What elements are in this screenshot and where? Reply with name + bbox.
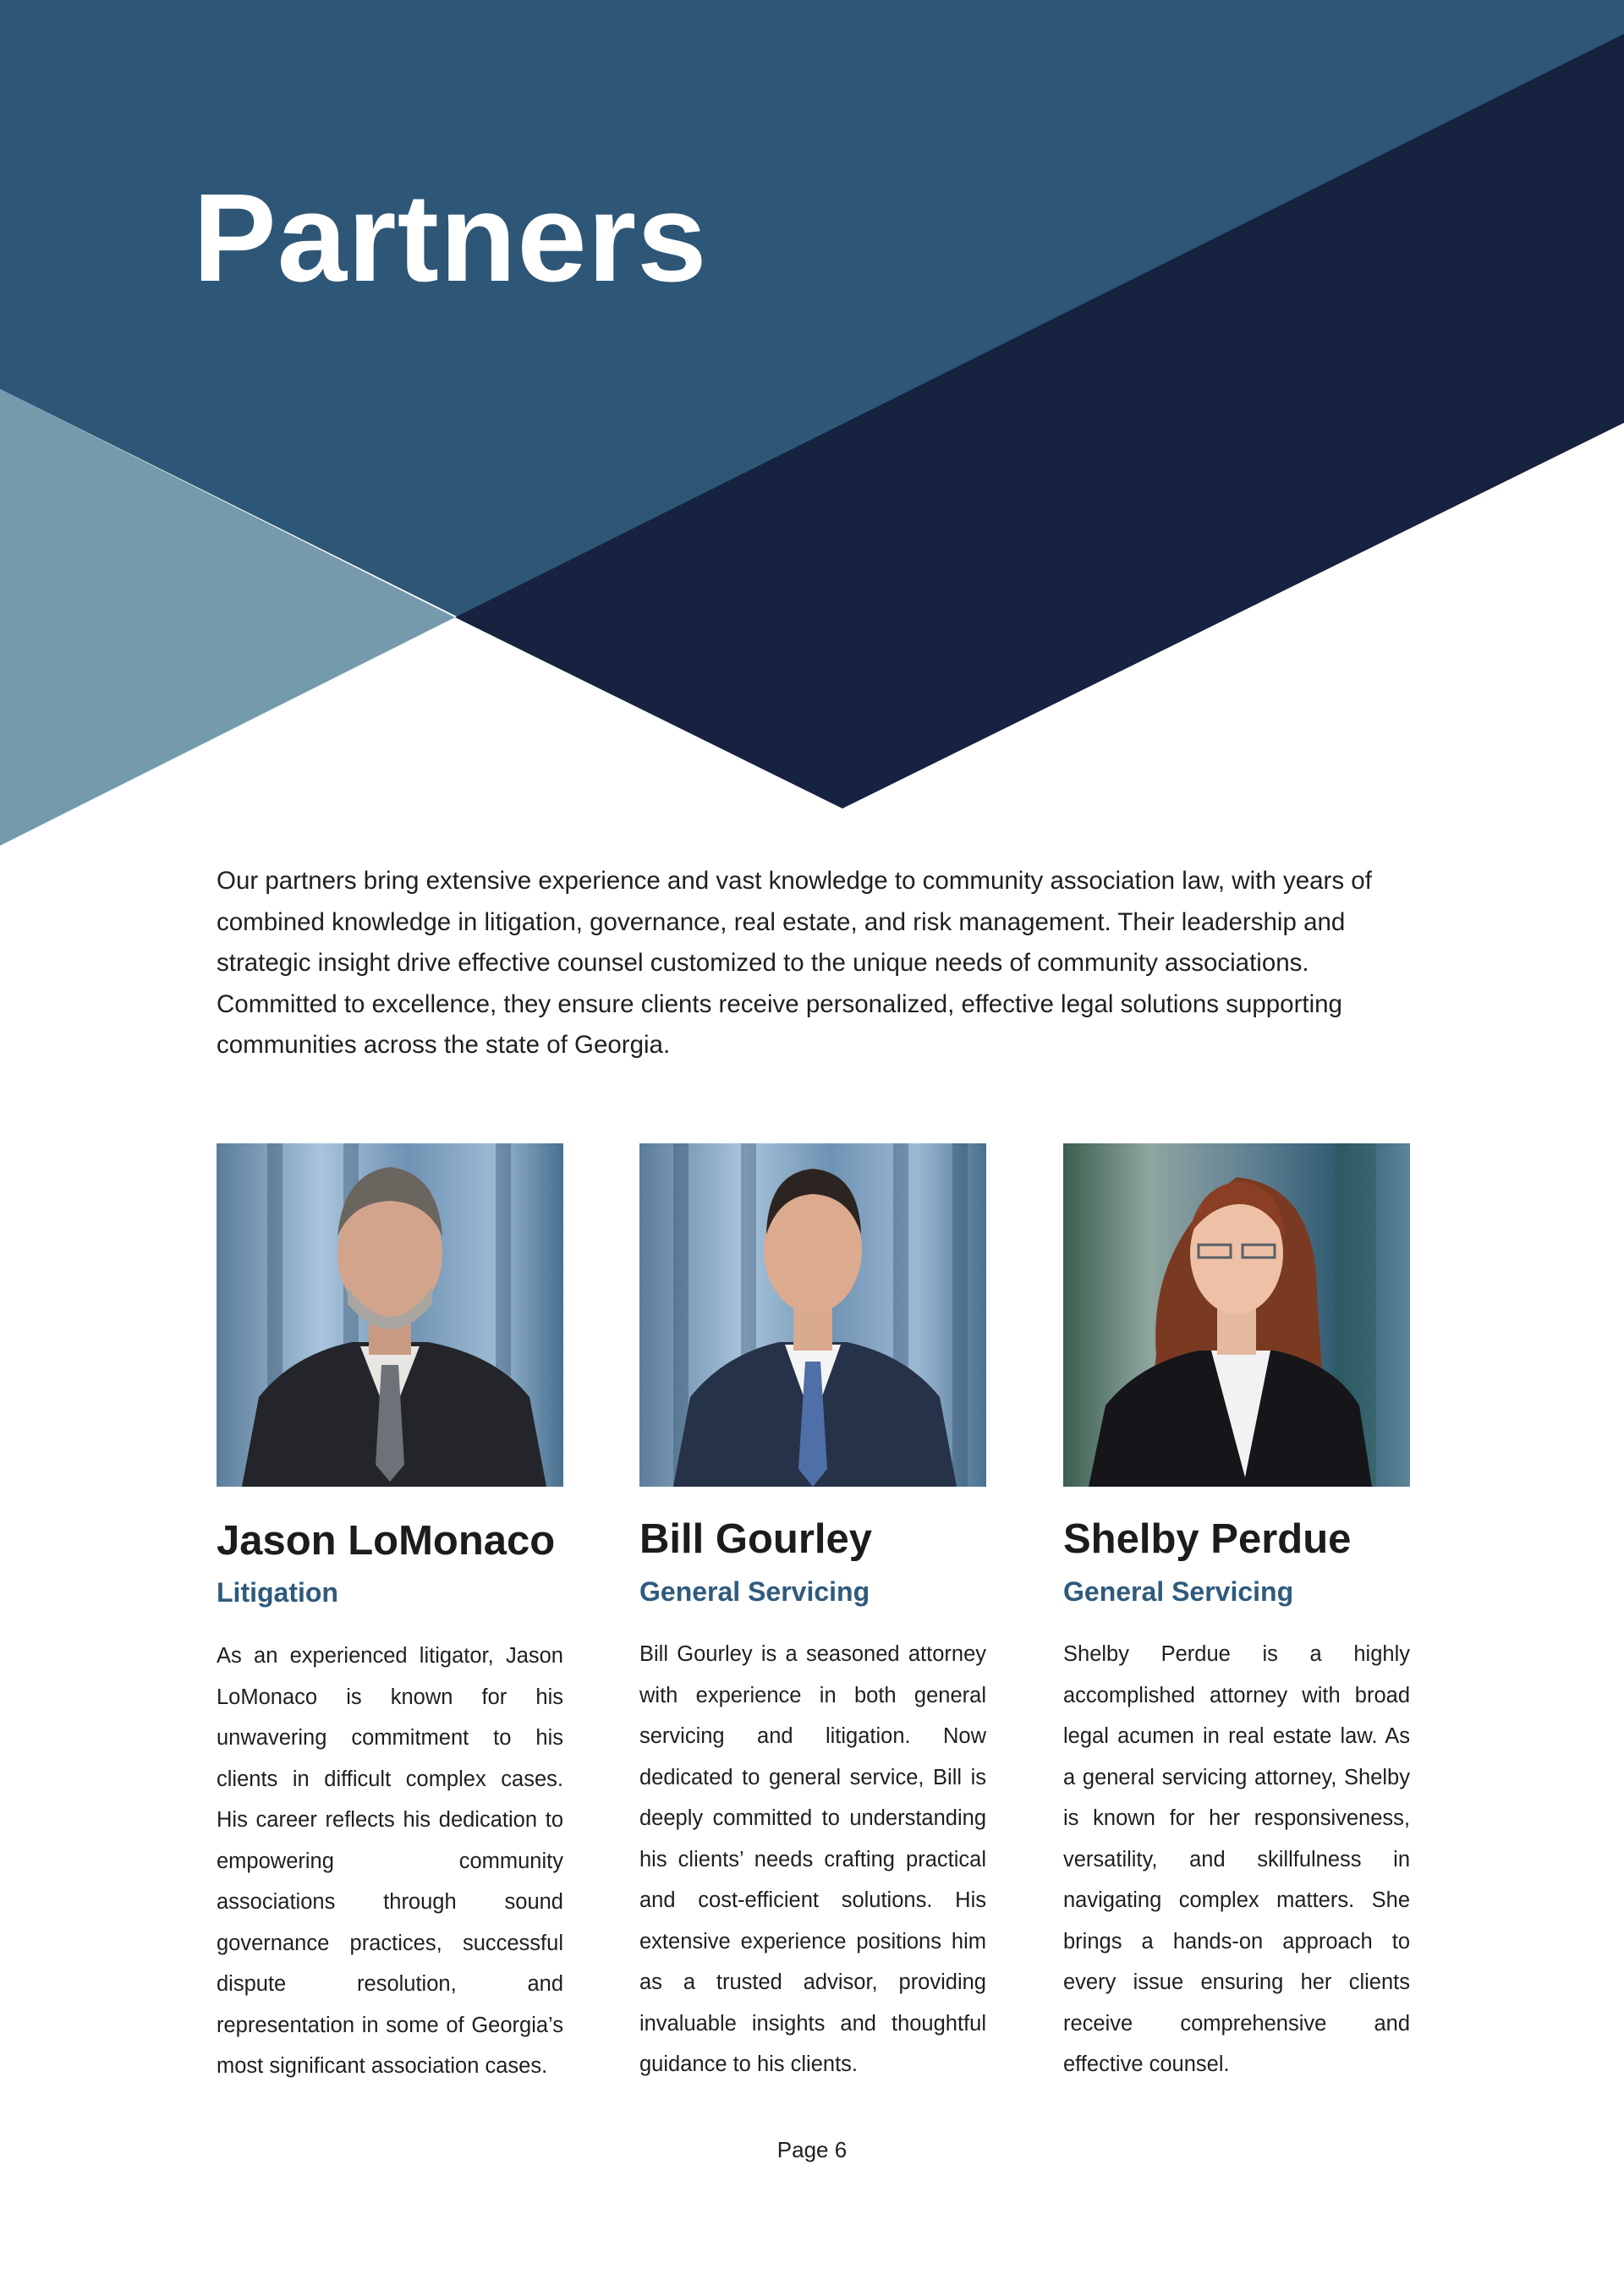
- portrait-image: [217, 1143, 563, 1487]
- partner-photo: [217, 1143, 563, 1487]
- partner-photo: [639, 1143, 986, 1487]
- partner-photo: [1063, 1143, 1410, 1487]
- partner-name: Bill Gourley: [639, 1516, 873, 1562]
- partner-card: [1063, 1143, 1410, 2085]
- partner-name: Shelby Perdue: [1063, 1516, 1352, 1562]
- partner-bio: Shelby Perdue is a highly accomplished attorney with broad legal acumen in real estate law. As a general servicing attorney, Shelby is known for her responsiveness, versatility, and skillfulness in navigating complex matters. She brings a hands-on approach to every issue ensuring her clients receive comprehensive and effective counsel.: [1063, 1642, 1410, 2076]
- header-banner: [0, 0, 1624, 854]
- partner-role: General Servicing: [639, 1576, 870, 1607]
- partner-name: Jason LoMonaco: [217, 1518, 556, 1564]
- partner-card: [217, 1143, 563, 2087]
- geometric-background: [0, 0, 1624, 854]
- partner-bio: Bill Gourley is a seasoned attorney with experience in both general servicing and litigation. Now dedicated to general service, Bill is deeply committed to understanding his clients’ needs crafting practical and cost-efficient solutions. His extensive experience positions him as a trusted advisor, providing invaluable insights and thoughtful guidance to his clients.: [639, 1642, 986, 2076]
- partner-role: General Servicing: [1063, 1576, 1294, 1607]
- intro-paragraph: Our partners bring extensive experience and vast knowledge to community association law, with years of combined knowledge in litigation, governance, real estate, and risk management. Their leadership and strategic insight drive effective counsel customized to the unique needs of community associations. Committed to excellence, they ensure clients receive personalized, effective legal solutions supporting communities across the state of Georgia.: [217, 867, 1372, 1059]
- portrait-image: [1063, 1143, 1410, 1487]
- page-title: Partners: [193, 168, 708, 308]
- partner-bio: As an experienced litigator, Jason LoMonaco is known for his unwavering commitment to his clients in difficult complex cases. His career reflects his dedication to empowering community associations through sound governance practices, successful dispute resolution, and representation in some of Georgia’s most significant association cases.: [217, 1644, 563, 2078]
- page-number: Page 6: [776, 2137, 848, 2162]
- partner-role: Litigation: [217, 1577, 338, 1608]
- portrait-image: [639, 1143, 986, 1487]
- partner-card: [639, 1143, 986, 2085]
